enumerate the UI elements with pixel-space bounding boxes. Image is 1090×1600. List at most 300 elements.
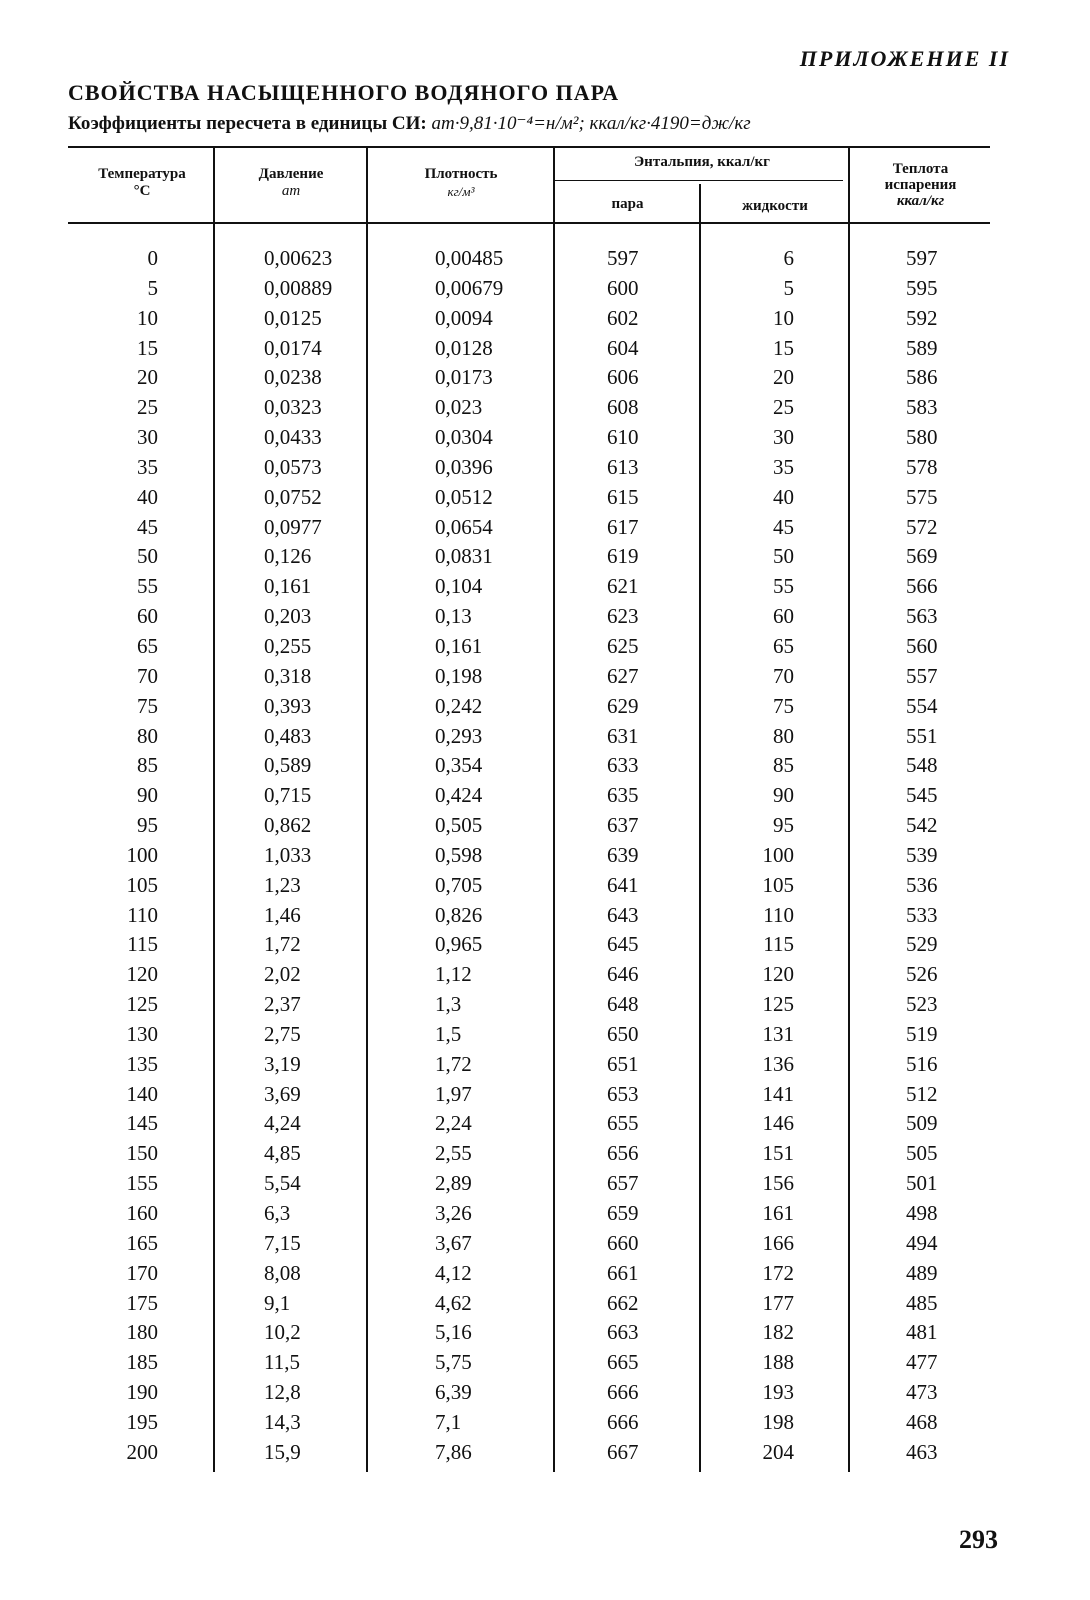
cell-heat-of-vaporization: 473	[906, 1380, 938, 1405]
appendix-label: ПРИЛОЖЕНИЕ II	[799, 46, 1010, 71]
header-pressure-unit: ат	[281, 183, 301, 199]
cell-enthalpy-liquid: 40	[773, 484, 794, 509]
table-row	[0, 932, 1090, 962]
cell-temperature: 65	[137, 633, 158, 658]
cell-heat-of-vaporization: 586	[906, 365, 938, 390]
cell-heat-of-vaporization: 551	[906, 723, 938, 748]
cell-enthalpy-liquid: 141	[762, 1081, 794, 1106]
cell-enthalpy-steam: 604	[607, 335, 639, 360]
table-row	[0, 1261, 1090, 1291]
cell-pressure: 0,862	[264, 813, 312, 838]
table-row	[0, 306, 1090, 336]
table-row	[0, 664, 1090, 694]
cell-density: 0,0304	[435, 425, 493, 450]
cell-enthalpy-steam: 623	[607, 604, 639, 629]
cell-density: 0,00679	[435, 275, 504, 300]
table-row	[0, 753, 1090, 783]
cell-temperature: 130	[126, 1021, 158, 1046]
cell-enthalpy-steam: 631	[607, 723, 639, 748]
cell-pressure: 0,0977	[264, 514, 322, 539]
cell-pressure: 4,24	[264, 1111, 301, 1136]
cell-pressure: 6,3	[264, 1201, 291, 1225]
cell-density: 0,0173	[435, 365, 493, 390]
conversion-note-prefix: Коэффициенты пересчета в единицы СИ:	[68, 113, 432, 134]
cell-heat-of-vaporization: 489	[906, 1260, 938, 1285]
cell-enthalpy-liquid: 161	[762, 1201, 794, 1225]
cell-heat-of-vaporization: 592	[906, 305, 938, 330]
header-heat-line1: Теплота	[892, 161, 949, 177]
cell-heat-of-vaporization: 583	[906, 395, 938, 420]
cell-enthalpy-steam: 659	[607, 1201, 639, 1225]
cell-density: 0,826	[435, 902, 483, 927]
cell-heat-of-vaporization: 595	[906, 275, 938, 300]
cell-heat-of-vaporization: 463	[906, 1439, 938, 1464]
cell-pressure: 1,23	[264, 872, 301, 897]
cell-heat-of-vaporization: 563	[906, 604, 938, 629]
cell-density: 0,598	[435, 842, 483, 867]
cell-temperature: 95	[137, 813, 158, 838]
table-row	[0, 455, 1090, 485]
cell-pressure: 8,08	[264, 1260, 301, 1285]
cell-enthalpy-steam: 663	[607, 1320, 639, 1345]
cell-density: 1,72	[435, 1051, 472, 1076]
cell-heat-of-vaporization: 569	[906, 544, 938, 569]
cell-heat-of-vaporization: 477	[906, 1350, 938, 1375]
table-row	[0, 992, 1090, 1022]
cell-density: 0,354	[435, 753, 483, 778]
cell-heat-of-vaporization: 536	[906, 872, 938, 897]
cell-enthalpy-steam: 635	[607, 783, 639, 808]
cell-temperature: 120	[126, 962, 158, 987]
cell-pressure: 9,1	[264, 1290, 291, 1315]
cell-heat-of-vaporization: 494	[906, 1230, 938, 1255]
cell-density: 1,5	[435, 1021, 462, 1046]
cell-heat-of-vaporization: 529	[906, 932, 938, 957]
cell-temperature: 10	[137, 305, 158, 330]
cell-pressure: 0,161	[264, 574, 312, 599]
cell-density: 2,24	[435, 1111, 472, 1136]
cell-density: 0,965	[435, 932, 483, 957]
cell-enthalpy-steam: 639	[607, 842, 639, 867]
cell-temperature: 135	[126, 1051, 158, 1076]
cell-temperature: 180	[126, 1320, 158, 1345]
cell-density: 1,12	[435, 962, 472, 987]
header-temperature-label: Температура	[98, 166, 186, 182]
cell-temperature: 155	[126, 1171, 158, 1196]
cell-temperature: 125	[126, 992, 158, 1017]
header-temperature	[72, 166, 212, 200]
cell-pressure: 0,483	[264, 723, 312, 748]
table-row	[0, 604, 1090, 634]
cell-temperature: 75	[137, 693, 158, 718]
cell-density: 0,424	[435, 783, 483, 808]
cell-heat-of-vaporization: 505	[906, 1141, 938, 1166]
cell-enthalpy-liquid: 35	[773, 454, 794, 479]
cell-density: 7,1	[435, 1409, 462, 1434]
cell-heat-of-vaporization: 597	[906, 246, 938, 270]
cell-enthalpy-steam: 667	[607, 1439, 639, 1464]
cell-density: 0,293	[435, 723, 483, 748]
table-row	[0, 1291, 1090, 1321]
table-body	[0, 246, 1090, 1470]
cell-heat-of-vaporization: 526	[906, 962, 938, 987]
cell-pressure: 0,393	[264, 693, 312, 718]
cell-heat-of-vaporization: 523	[906, 992, 938, 1017]
table-row	[0, 724, 1090, 754]
cell-temperature: 15	[137, 335, 158, 360]
cell-pressure: 0,715	[264, 783, 312, 808]
cell-temperature: 195	[126, 1409, 158, 1434]
cell-density: 0,023	[435, 395, 483, 420]
header-heat-line2: испарения	[884, 177, 957, 193]
cell-enthalpy-steam: 617	[607, 514, 639, 539]
cell-pressure: 0,0752	[264, 484, 322, 509]
cell-temperature: 60	[137, 604, 158, 629]
cell-density: 0,161	[435, 633, 483, 658]
table-row	[0, 246, 1090, 276]
cell-pressure: 0,0323	[264, 395, 322, 420]
cell-enthalpy-steam: 656	[607, 1141, 639, 1166]
cell-enthalpy-liquid: 70	[773, 663, 794, 688]
cell-enthalpy-steam: 666	[607, 1380, 639, 1405]
table-row	[0, 1201, 1090, 1231]
cell-pressure: 7,15	[264, 1230, 301, 1255]
cell-enthalpy-liquid: 6	[783, 246, 794, 270]
table-row	[0, 1320, 1090, 1350]
cell-heat-of-vaporization: 557	[906, 663, 938, 688]
cell-pressure: 3,69	[264, 1081, 301, 1106]
cell-enthalpy-liquid: 105	[762, 872, 794, 897]
cell-enthalpy-steam: 641	[607, 872, 639, 897]
cell-temperature: 30	[137, 425, 158, 450]
cell-temperature: 25	[137, 395, 158, 420]
cell-heat-of-vaporization: 512	[906, 1081, 938, 1106]
cell-enthalpy-liquid: 45	[773, 514, 794, 539]
cell-enthalpy-steam: 657	[607, 1171, 639, 1196]
cell-temperature: 5	[147, 275, 158, 300]
cell-enthalpy-liquid: 90	[773, 783, 794, 808]
cell-density: 2,55	[435, 1141, 472, 1166]
cell-temperature: 90	[137, 783, 158, 808]
cell-enthalpy-steam: 597	[607, 246, 639, 270]
cell-enthalpy-steam: 608	[607, 395, 639, 420]
cell-pressure: 0,0238	[264, 365, 322, 390]
table-row	[0, 395, 1090, 425]
cell-density: 0,00485	[435, 246, 504, 270]
cell-pressure: 2,37	[264, 992, 301, 1017]
cell-enthalpy-steam: 643	[607, 902, 639, 927]
cell-heat-of-vaporization: 580	[906, 425, 938, 450]
cell-enthalpy-steam: 653	[607, 1081, 639, 1106]
cell-enthalpy-liquid: 204	[762, 1439, 794, 1464]
cell-pressure: 14,3	[264, 1409, 301, 1434]
cell-temperature: 115	[127, 932, 158, 957]
cell-enthalpy-liquid: 100	[762, 842, 794, 867]
cell-enthalpy-liquid: 25	[773, 395, 794, 420]
cell-enthalpy-steam: 661	[607, 1260, 639, 1285]
cell-enthalpy-liquid: 75	[773, 693, 794, 718]
cell-density: 0,0128	[435, 335, 493, 360]
cell-temperature: 45	[137, 514, 158, 539]
cell-pressure: 0,00889	[264, 275, 333, 300]
table-row	[0, 1171, 1090, 1201]
cell-heat-of-vaporization: 481	[906, 1320, 938, 1345]
cell-enthalpy-steam: 619	[607, 544, 639, 569]
cell-temperature: 200	[126, 1439, 158, 1464]
cell-density: 0,705	[435, 872, 483, 897]
cell-heat-of-vaporization: 542	[906, 813, 938, 838]
cell-enthalpy-liquid: 120	[762, 962, 794, 987]
cell-pressure: 3,19	[264, 1051, 301, 1076]
cell-temperature: 150	[126, 1141, 158, 1166]
cell-enthalpy-steam: 602	[607, 305, 639, 330]
cell-pressure: 0,0125	[264, 305, 322, 330]
cell-enthalpy-steam: 621	[607, 574, 639, 599]
cell-enthalpy-liquid: 65	[773, 633, 794, 658]
cell-enthalpy-liquid: 10	[773, 305, 794, 330]
cell-enthalpy-steam: 651	[607, 1051, 639, 1076]
cell-temperature: 190	[126, 1380, 158, 1405]
cell-pressure: 0,00623	[264, 246, 333, 270]
cell-pressure: 2,02	[264, 962, 301, 987]
cell-enthalpy-liquid: 156	[762, 1171, 794, 1196]
table-row	[0, 544, 1090, 574]
table-top-rule	[68, 146, 990, 148]
cell-enthalpy-liquid: 188	[762, 1350, 794, 1375]
header-enthalpy-liquid: жидкости	[742, 198, 808, 214]
cell-density: 0,242	[435, 693, 483, 718]
header-density-label: Плотность	[424, 166, 498, 182]
table-row	[0, 485, 1090, 515]
cell-density: 0,0512	[435, 484, 493, 509]
cell-temperature: 140	[126, 1081, 158, 1106]
table-row	[0, 574, 1090, 604]
table-row	[0, 336, 1090, 366]
header-pressure-label: Давление	[258, 166, 324, 182]
table-row	[0, 694, 1090, 724]
cell-enthalpy-liquid: 85	[773, 753, 794, 778]
cell-density: 3,67	[435, 1230, 472, 1255]
cell-temperature: 50	[137, 544, 158, 569]
cell-enthalpy-liquid: 95	[773, 813, 794, 838]
cell-enthalpy-liquid: 55	[773, 574, 794, 599]
cell-temperature: 0	[147, 246, 158, 270]
cell-density: 0,0654	[435, 514, 493, 539]
page-number: 293	[959, 1525, 998, 1554]
cell-temperature: 105	[126, 872, 158, 897]
table-row	[0, 1082, 1090, 1112]
table-row	[0, 1380, 1090, 1410]
cell-heat-of-vaporization: 468	[906, 1409, 938, 1434]
cell-enthalpy-liquid: 60	[773, 604, 794, 629]
cell-pressure: 4,85	[264, 1141, 301, 1166]
cell-pressure: 11,5	[264, 1350, 300, 1375]
cell-density: 3,26	[435, 1201, 472, 1225]
cell-heat-of-vaporization: 501	[906, 1171, 938, 1196]
cell-density: 0,505	[435, 813, 483, 838]
table-row	[0, 1111, 1090, 1141]
cell-enthalpy-steam: 600	[607, 275, 639, 300]
table-row	[0, 276, 1090, 306]
cell-density: 0,0831	[435, 544, 493, 569]
cell-temperature: 185	[126, 1350, 158, 1375]
cell-pressure: 0,0573	[264, 454, 322, 479]
cell-temperature: 70	[137, 663, 158, 688]
conversion-note	[68, 112, 751, 135]
table-row	[0, 843, 1090, 873]
cell-heat-of-vaporization: 539	[906, 842, 938, 867]
cell-heat-of-vaporization: 566	[906, 574, 938, 599]
cell-density: 6,39	[435, 1380, 472, 1405]
cell-enthalpy-steam: 613	[607, 454, 639, 479]
cell-enthalpy-steam: 629	[607, 693, 639, 718]
cell-pressure: 0,318	[264, 663, 312, 688]
cell-temperature: 110	[127, 902, 158, 927]
table-row	[0, 1022, 1090, 1052]
cell-enthalpy-liquid: 125	[762, 992, 794, 1017]
table-row	[0, 1052, 1090, 1082]
cell-heat-of-vaporization: 533	[906, 902, 938, 927]
cell-temperature: 20	[137, 365, 158, 390]
cell-enthalpy-liquid: 30	[773, 425, 794, 450]
cell-enthalpy-liquid: 166	[762, 1230, 794, 1255]
cell-pressure: 1,033	[264, 842, 312, 867]
cell-temperature: 85	[137, 753, 158, 778]
cell-density: 0,104	[435, 574, 483, 599]
cell-heat-of-vaporization: 560	[906, 633, 938, 658]
cell-pressure: 10,2	[264, 1320, 301, 1345]
cell-heat-of-vaporization: 575	[906, 484, 938, 509]
cell-enthalpy-steam: 655	[607, 1111, 639, 1136]
table-row	[0, 962, 1090, 992]
cell-enthalpy-liquid: 136	[762, 1051, 794, 1076]
cell-density: 5,16	[435, 1320, 472, 1345]
cell-pressure: 2,75	[264, 1021, 301, 1046]
cell-pressure: 0,126	[264, 544, 312, 569]
cell-enthalpy-liquid: 146	[762, 1111, 794, 1136]
cell-heat-of-vaporization: 545	[906, 783, 938, 808]
cell-pressure: 0,589	[264, 753, 312, 778]
cell-pressure: 0,0174	[264, 335, 322, 360]
cell-density: 0,198	[435, 663, 483, 688]
cell-density: 1,97	[435, 1081, 472, 1106]
cell-enthalpy-steam: 648	[607, 992, 639, 1017]
table-row	[0, 1231, 1090, 1261]
cell-enthalpy-liquid: 198	[762, 1409, 794, 1434]
cell-density: 0,13	[435, 604, 472, 629]
cell-enthalpy-liquid: 5	[783, 275, 794, 300]
cell-enthalpy-steam: 625	[607, 633, 639, 658]
cell-pressure: 15,9	[264, 1439, 301, 1464]
enthalpy-sub-rule	[555, 180, 843, 181]
cell-temperature: 145	[126, 1111, 158, 1136]
table-row	[0, 425, 1090, 455]
cell-enthalpy-steam: 645	[607, 932, 639, 957]
cell-heat-of-vaporization: 509	[906, 1111, 938, 1136]
header-temperature-unit: °С	[133, 183, 151, 199]
header-pressure	[216, 166, 366, 200]
cell-pressure: 1,72	[264, 932, 301, 957]
cell-enthalpy-liquid: 50	[773, 544, 794, 569]
cell-density: 2,89	[435, 1171, 472, 1196]
cell-enthalpy-steam: 606	[607, 365, 639, 390]
cell-enthalpy-steam: 610	[607, 425, 639, 450]
cell-pressure: 12,8	[264, 1380, 301, 1405]
table-row	[0, 1440, 1090, 1470]
cell-pressure: 0,255	[264, 633, 312, 658]
table-row	[0, 515, 1090, 545]
header-density-unit: кг/м³	[447, 184, 475, 199]
cell-heat-of-vaporization: 519	[906, 1021, 938, 1046]
cell-enthalpy-liquid: 182	[762, 1320, 794, 1345]
table-row	[0, 873, 1090, 903]
cell-temperature: 165	[126, 1230, 158, 1255]
cell-heat-of-vaporization: 554	[906, 693, 938, 718]
cell-temperature: 35	[137, 454, 158, 479]
cell-density: 0,0094	[435, 305, 493, 330]
table-row	[0, 1350, 1090, 1380]
cell-enthalpy-liquid: 177	[762, 1290, 794, 1315]
table-row	[0, 813, 1090, 843]
cell-enthalpy-steam: 660	[607, 1230, 639, 1255]
cell-enthalpy-liquid: 110	[763, 902, 794, 927]
cell-enthalpy-liquid: 20	[773, 365, 794, 390]
cell-heat-of-vaporization: 516	[906, 1051, 938, 1076]
cell-pressure: 5,54	[264, 1171, 301, 1196]
cell-heat-of-vaporization: 578	[906, 454, 938, 479]
cell-temperature: 170	[126, 1260, 158, 1285]
cell-pressure: 0,203	[264, 604, 312, 629]
table-row	[0, 783, 1090, 813]
header-heat-unit: ккал/кг	[896, 193, 945, 209]
cell-temperature: 160	[126, 1201, 158, 1225]
cell-temperature: 55	[137, 574, 158, 599]
cell-enthalpy-steam: 637	[607, 813, 639, 838]
cell-enthalpy-steam: 666	[607, 1409, 639, 1434]
cell-enthalpy-liquid: 151	[762, 1141, 794, 1166]
cell-enthalpy-steam: 633	[607, 753, 639, 778]
cell-density: 4,62	[435, 1290, 472, 1315]
cell-temperature: 175	[126, 1290, 158, 1315]
cell-density: 0,0396	[435, 454, 493, 479]
cell-enthalpy-liquid: 115	[763, 932, 794, 957]
header-density	[369, 166, 553, 200]
header-heat-of-vaporization	[851, 161, 990, 209]
cell-temperature: 80	[137, 723, 158, 748]
table-row	[0, 1410, 1090, 1440]
cell-heat-of-vaporization: 589	[906, 335, 938, 360]
page-title: СВОЙСТВА НАСЫЩЕННОГО ВОДЯНОГО ПАРА	[68, 80, 620, 105]
cell-density: 5,75	[435, 1350, 472, 1375]
cell-enthalpy-liquid: 172	[762, 1260, 794, 1285]
cell-heat-of-vaporization: 485	[906, 1290, 938, 1315]
cell-heat-of-vaporization: 498	[906, 1201, 938, 1225]
table-row	[0, 1141, 1090, 1171]
cell-enthalpy-steam: 646	[607, 962, 639, 987]
cell-enthalpy-steam: 650	[607, 1021, 639, 1046]
header-enthalpy: Энтальпия, ккал/кг	[634, 154, 770, 170]
table-row	[0, 634, 1090, 664]
cell-pressure: 1,46	[264, 902, 301, 927]
cell-density: 4,12	[435, 1260, 472, 1285]
cell-enthalpy-steam: 615	[607, 484, 639, 509]
cell-enthalpy-steam: 665	[607, 1350, 639, 1375]
cell-enthalpy-liquid: 193	[762, 1380, 794, 1405]
conversion-formula: ат·9,81·10⁻⁴=н/м²; ккал/кг·4190=дж/кг	[431, 113, 751, 134]
header-bottom-rule	[68, 222, 990, 224]
table-row	[0, 903, 1090, 933]
cell-heat-of-vaporization: 572	[906, 514, 938, 539]
